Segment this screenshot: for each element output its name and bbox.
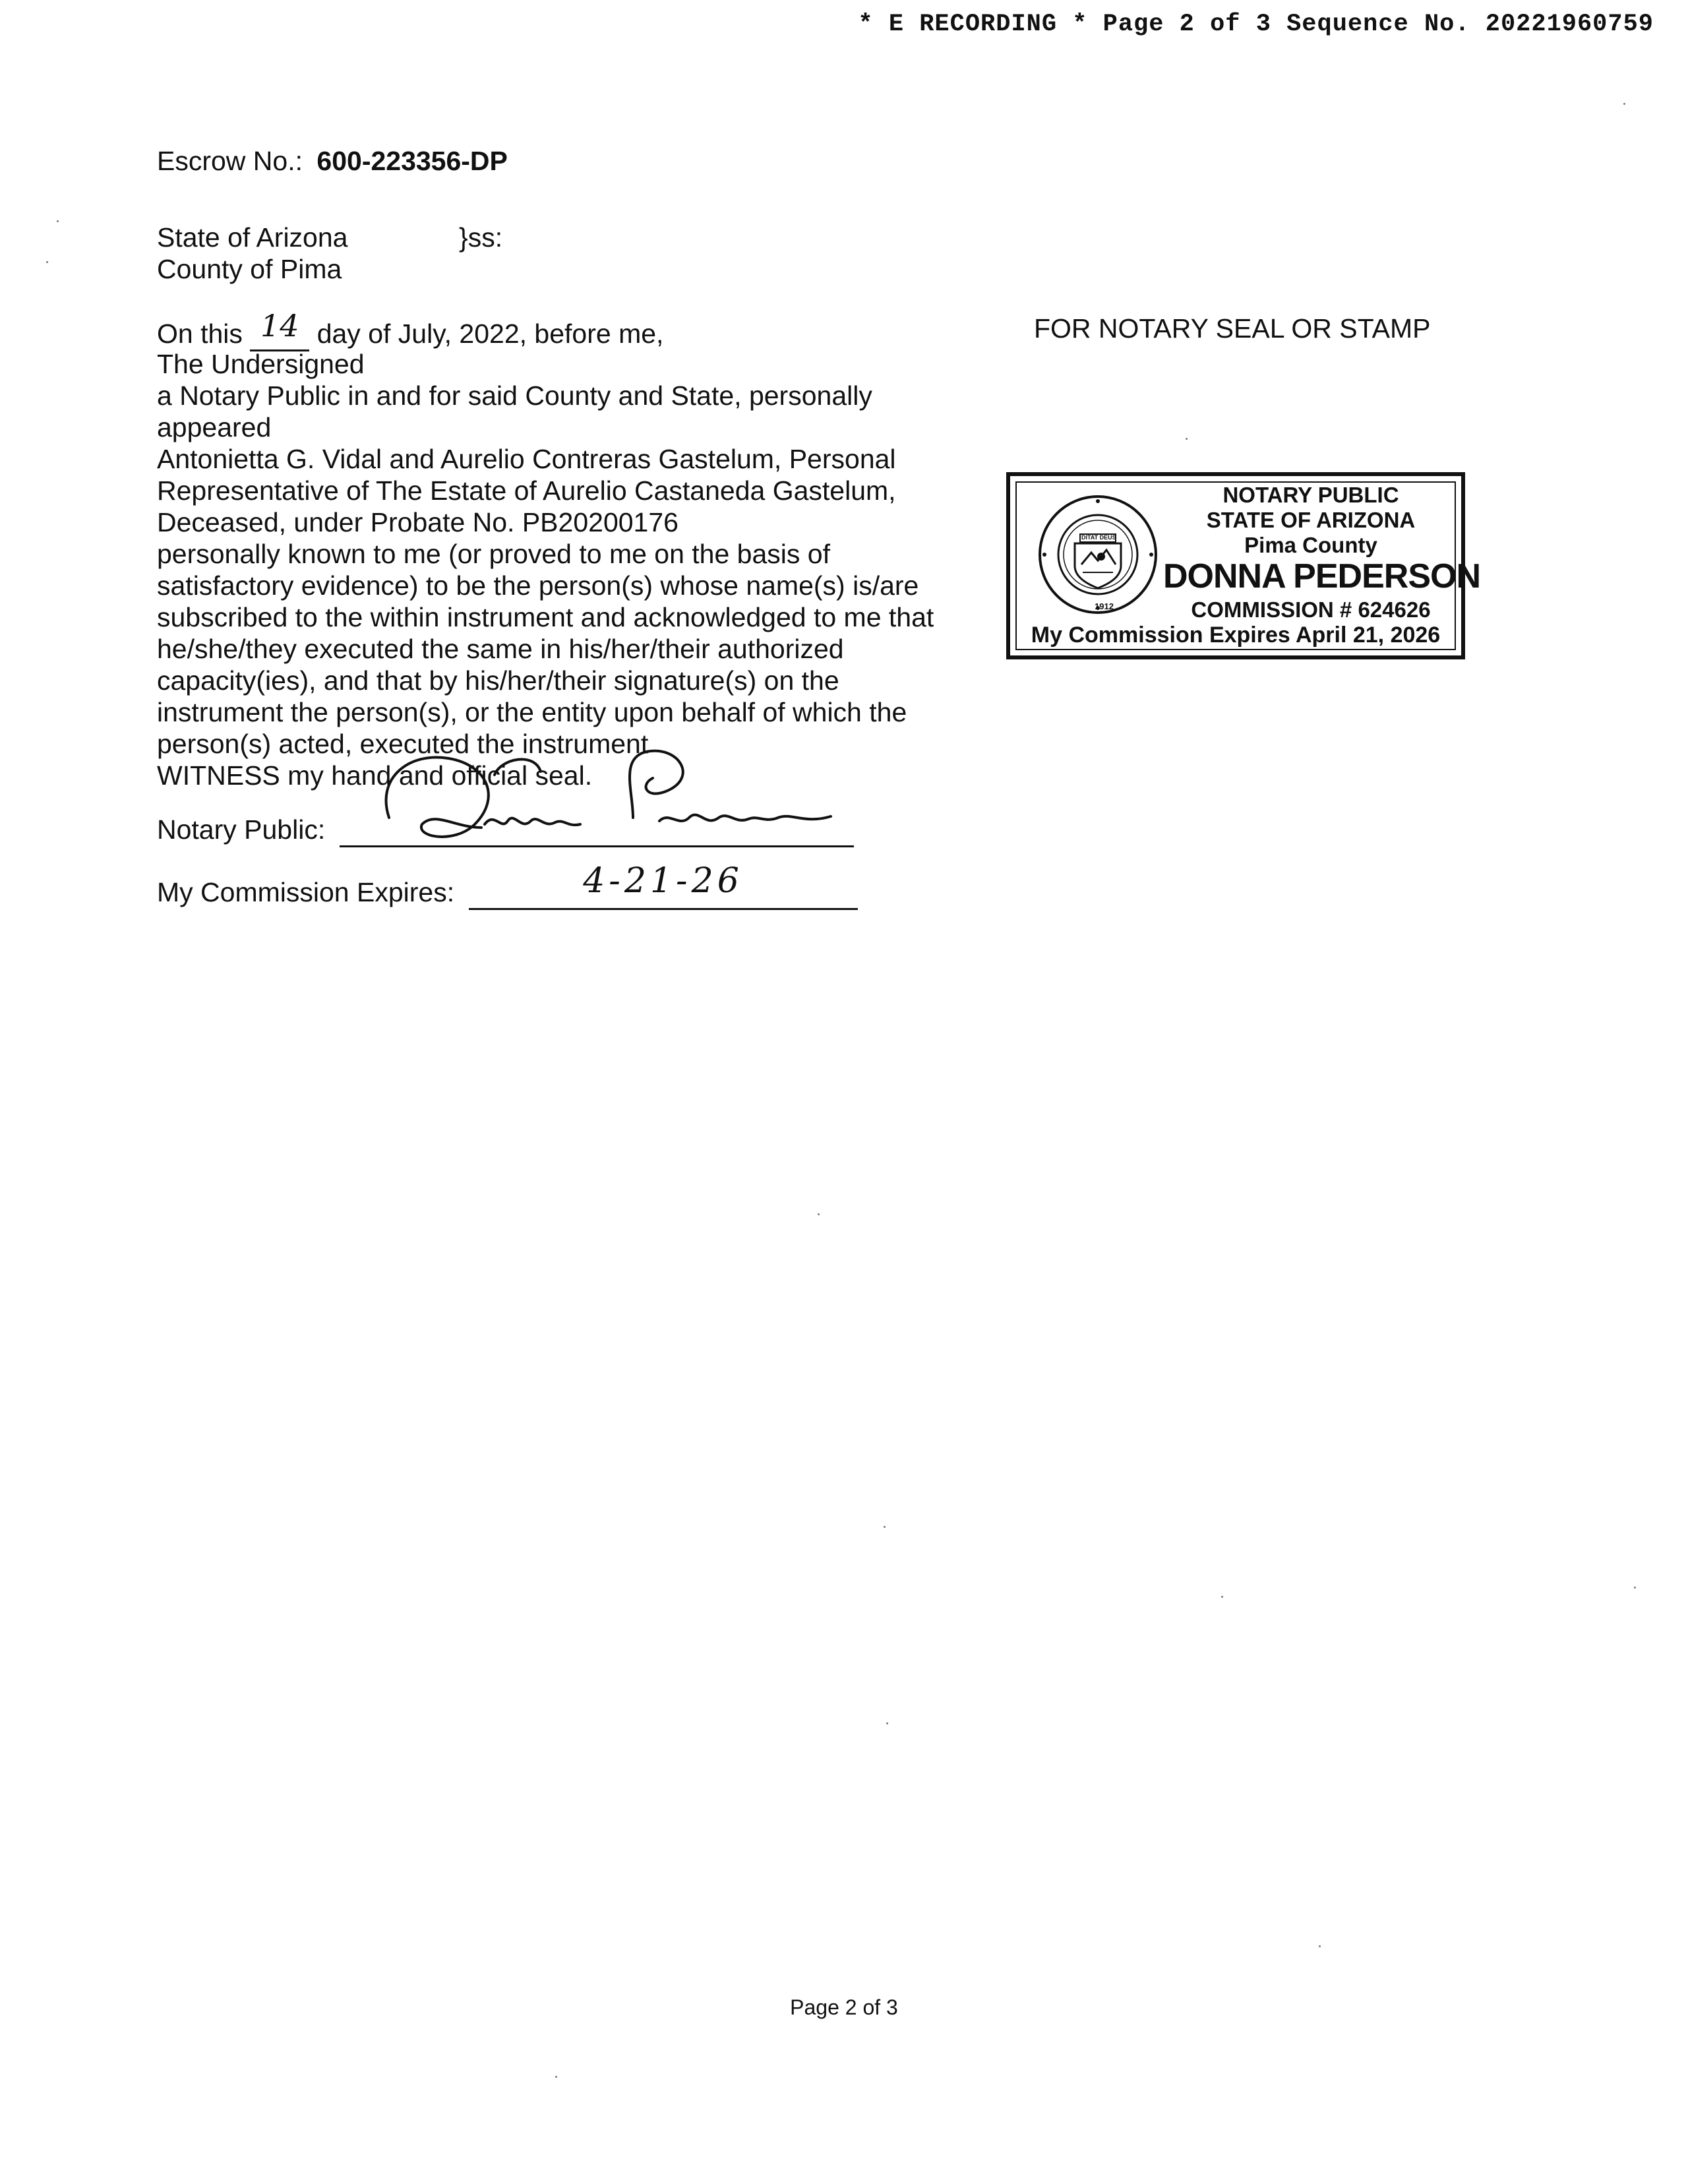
notary-stamp [1006,472,1481,659]
ack-line: satisfactory evidence) to be the person(s) whose name(s) is/are [157,570,919,601]
ack-opening [157,308,664,351]
scan-speck [1186,438,1188,440]
ack-line: personally known to me (or proved to me on the basis of [157,539,830,569]
ack-line: Antonietta G. Vidal and Aurelio Contreras Gastelum, Personal [157,444,896,474]
ack-line: appeared [157,412,272,442]
notary-signature [369,739,844,857]
seal-motto: DITAT DEUS [1081,534,1116,541]
ack-line: a Notary Public in and for said County and State, personally [157,380,872,411]
scan-speck [1634,1587,1636,1589]
venue-county: County of Pima [157,254,342,284]
ack-line: subscribed to the within instrument and acknowledged to me that [157,602,934,632]
stamp-line-2: STATE OF ARIZONA [1206,508,1416,532]
great-seal-icon [1035,492,1160,617]
seal-year: 1912 [1095,601,1114,611]
seal-area-label: FOR NOTARY SEAL OR STAMP [1034,313,1431,344]
expires-label: My Commission Expires: [157,877,455,907]
scan-speck [1623,103,1625,105]
ack-line: The Undersigned [157,349,365,379]
ack-line: Representative of The Estate of Aurelio Castaneda Gastelum, [157,475,896,506]
scan-speck [1221,1596,1223,1598]
ack-body [157,348,934,791]
ack-line: WITNESS my hand and official seal. [157,760,593,791]
expires-blank [469,861,858,910]
stamp-line-1: NOTARY PUBLIC [1222,483,1399,507]
ack-line: instrument the person(s), or the entity upon behalf of which the [157,697,907,727]
stamp-name: DONNA PEDERSON [1163,557,1481,595]
escrow-line [157,145,508,177]
scan-speck [818,1213,820,1215]
notary-label: Notary Public: [157,814,326,845]
venue-ss: }ss: [459,222,503,253]
scan-speck [884,1526,886,1528]
stamp-expires: My Commission Expires April 21, 2026 [1031,622,1441,648]
ack-day-blank [250,308,309,351]
stamp-commission: COMMISSION # 624626 [1191,597,1431,622]
escrow-label: Escrow No.: [157,146,303,176]
ack-on-this: On this [157,318,243,349]
scan-speck [555,2076,557,2078]
ack-line: person(s) acted, executed the instrument [157,729,649,759]
venue-state: State of Arizona [157,222,348,253]
scan-speck [1319,1945,1321,1947]
ack-line: capacity(ies), and that by his/her/their signature(s) on the [157,665,839,696]
scan-speck [57,220,59,222]
stamp-line-3: Pima County [1244,533,1377,557]
scan-speck [46,261,48,263]
scan-speck [886,1722,888,1724]
expires-handwritten: 4-21-26 [583,861,743,901]
ack-day-handwritten: 14 [260,308,299,344]
recording-header: * E RECORDING * Page 2 of 3 Sequence No. 20221960759 [858,11,1654,38]
ack-line: Deceased, under Probate No. PB20200176 [157,507,678,537]
ack-line: he/she/they executed the same in his/her/their authorized [157,634,844,664]
escrow-number: 600-223356-DP [316,146,508,176]
commission-expires-line [157,861,858,910]
ack-day-rest: day of July, 2022, before me, [316,318,664,349]
page-footer: Page 2 of 3 [790,1995,898,2019]
